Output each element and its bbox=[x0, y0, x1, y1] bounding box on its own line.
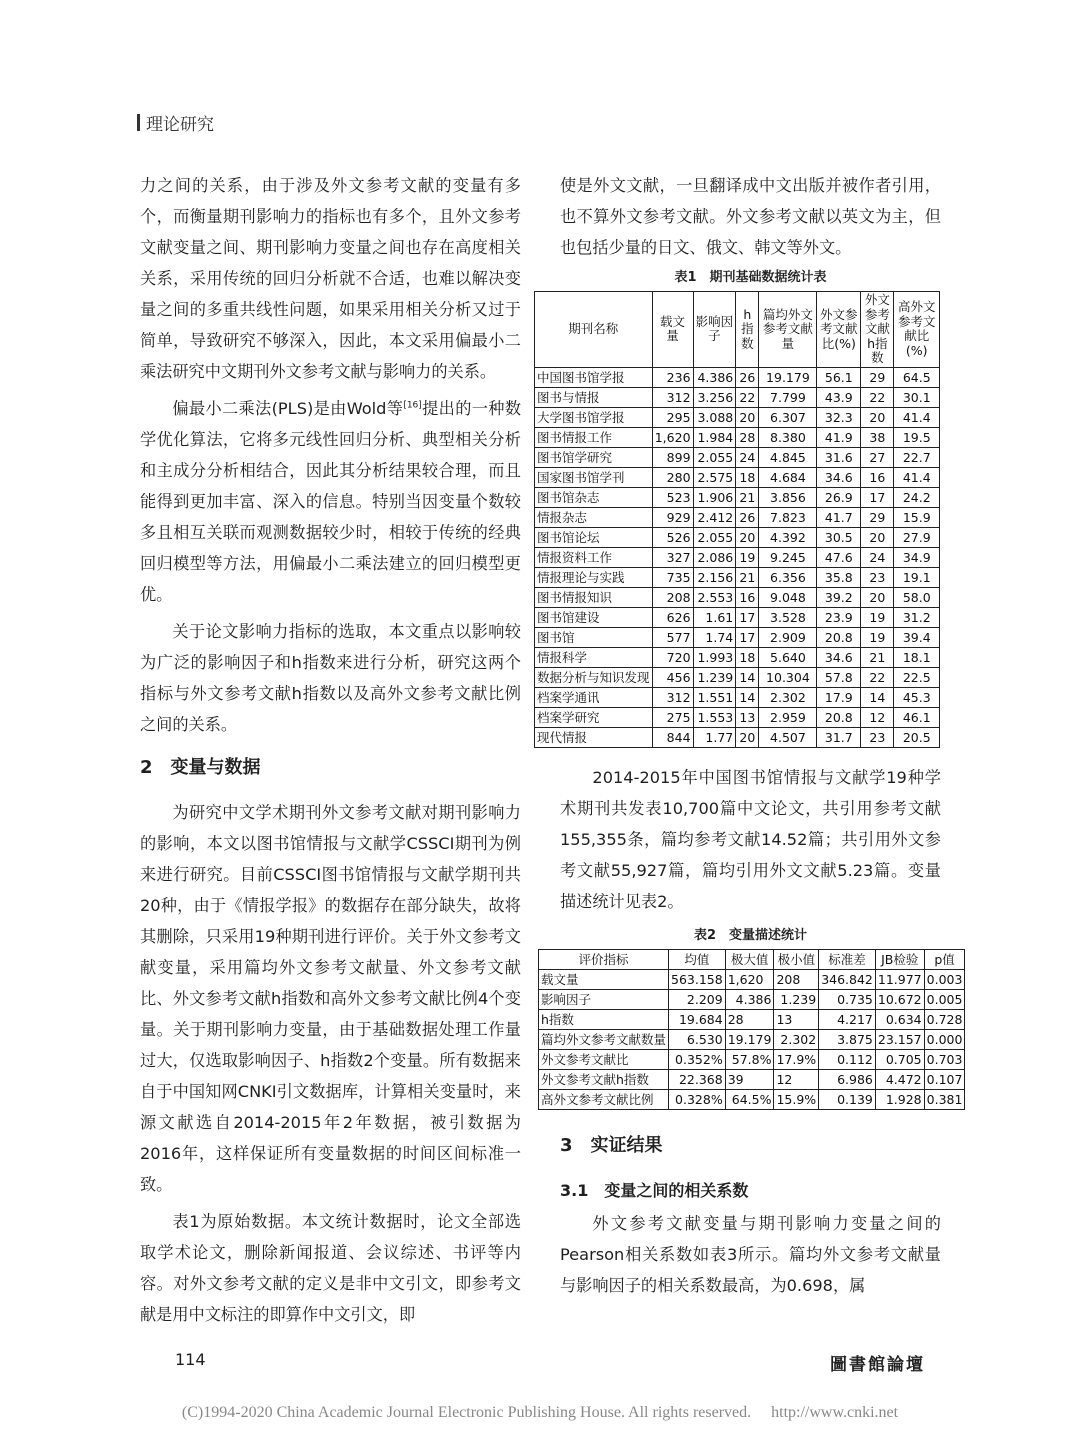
table-cell: 21 bbox=[736, 567, 759, 587]
table-cell: 41.4 bbox=[894, 467, 940, 487]
table-cell: 20.8 bbox=[817, 627, 861, 647]
row-label-cell: 档案学通讯 bbox=[535, 687, 653, 707]
table-cell: 41.4 bbox=[894, 407, 940, 427]
table-cell: 526 bbox=[652, 527, 693, 547]
table-row bbox=[539, 1089, 965, 1109]
table-cell: 563.158 bbox=[669, 969, 726, 989]
table-cell: 5.640 bbox=[759, 647, 817, 667]
table-row bbox=[539, 969, 965, 989]
table-cell: 2.055 bbox=[693, 527, 736, 547]
table-cell: 735 bbox=[652, 567, 693, 587]
table-cell: 1,620 bbox=[652, 427, 693, 447]
table-cell: 10.672 bbox=[875, 989, 924, 1009]
table-cell: 32.3 bbox=[817, 407, 861, 427]
row-label-cell: 数据分析与知识发现 bbox=[535, 667, 653, 687]
table-cell: 4.217 bbox=[819, 1009, 876, 1029]
table-cell: 26 bbox=[736, 367, 759, 387]
left-column bbox=[140, 170, 521, 1336]
table-cell: 2.302 bbox=[759, 687, 817, 707]
subsection-heading bbox=[560, 1175, 941, 1206]
table-row bbox=[539, 1029, 965, 1049]
table-cell: 34.6 bbox=[817, 467, 861, 487]
row-label-cell: 图书情报知识 bbox=[535, 587, 653, 607]
table-cell: 1.928 bbox=[875, 1089, 924, 1109]
row-label-cell: 篇均外文参考文献数量 bbox=[539, 1029, 669, 1049]
row-label-cell: 外文参考文献h指数 bbox=[539, 1069, 669, 1089]
table-row bbox=[539, 1009, 965, 1029]
table-cell: 19 bbox=[861, 607, 894, 627]
text-run: 提出的一种数学优化算法，它将多元线性回归分析、典型相关分析和主成分分析相结合，因此其分析结果较合理，而且能得到更加丰富、深入的信息。特别当因变量个数较多且相互关联而观测数据较少时，相较于传统的经典回归模型等方法，用偏最小二乘法建立的回归模型更优。 bbox=[140, 399, 522, 604]
table2 bbox=[538, 949, 965, 1110]
row-label-cell: 图书馆杂志 bbox=[535, 487, 653, 507]
table-cell: 1.239 bbox=[774, 989, 819, 1009]
table2-caption: 表2 变量描述统计 bbox=[693, 927, 808, 943]
table-cell: 22 bbox=[861, 387, 894, 407]
table-cell: 4.386 bbox=[725, 989, 774, 1009]
table-cell: 39.4 bbox=[894, 627, 940, 647]
running-header bbox=[137, 110, 214, 135]
table-cell: 57.8 bbox=[817, 667, 861, 687]
row-label-cell: 档案学研究 bbox=[535, 707, 653, 727]
table-cell: 12 bbox=[861, 707, 894, 727]
table-cell: 1.77 bbox=[693, 727, 736, 747]
table-cell: 17 bbox=[736, 607, 759, 627]
table-cell: 17 bbox=[861, 487, 894, 507]
table-cell: 327 bbox=[652, 547, 693, 567]
table-cell: 27.9 bbox=[894, 527, 940, 547]
table-cell: 20 bbox=[736, 727, 759, 747]
table-row bbox=[535, 547, 940, 567]
table-cell: 4.386 bbox=[693, 367, 736, 387]
copyright-footer bbox=[0, 1404, 1080, 1422]
table-cell: 19.5 bbox=[894, 427, 940, 447]
table-cell: 0.735 bbox=[819, 989, 876, 1009]
table-row bbox=[535, 427, 940, 447]
table-cell: 0.107 bbox=[924, 1069, 965, 1089]
table-cell: 208 bbox=[652, 587, 693, 607]
table-cell: 23.157 bbox=[875, 1029, 924, 1049]
table-row bbox=[539, 1069, 965, 1089]
row-label-cell: 高外文参考文献比例 bbox=[539, 1089, 669, 1109]
table-cell: 456 bbox=[652, 667, 693, 687]
journal-name: 圖書館論壇 bbox=[830, 1355, 925, 1375]
table-cell: 13 bbox=[736, 707, 759, 727]
text-run: 偏最小二乘法(PLS)是由Wold等 bbox=[172, 399, 404, 418]
table-row bbox=[535, 487, 940, 507]
table-cell: 1.906 bbox=[693, 487, 736, 507]
table-row bbox=[535, 527, 940, 547]
table-cell: 64.5 bbox=[894, 367, 940, 387]
column-header: 期刊名称 bbox=[535, 292, 653, 368]
table-cell: 56.1 bbox=[817, 367, 861, 387]
column-header: 影响因子 bbox=[693, 292, 736, 368]
table-cell: 20 bbox=[736, 527, 759, 547]
table-row bbox=[535, 447, 940, 467]
subsection-number: 3.1 bbox=[560, 1180, 589, 1200]
table-cell: 29 bbox=[861, 507, 894, 527]
table-cell: 18.1 bbox=[894, 647, 940, 667]
table-row bbox=[535, 707, 940, 727]
table-cell: 3.528 bbox=[759, 607, 817, 627]
table-row bbox=[535, 627, 940, 647]
table-cell: 1.239 bbox=[693, 667, 736, 687]
row-label-cell: 情报资料工作 bbox=[535, 547, 653, 567]
table-cell: 35.8 bbox=[817, 567, 861, 587]
row-label-cell: h指数 bbox=[539, 1009, 669, 1029]
table-cell: 0.003 bbox=[924, 969, 965, 989]
table-cell: 39 bbox=[725, 1069, 774, 1089]
table-cell: 7.799 bbox=[759, 387, 817, 407]
table-row bbox=[535, 727, 940, 747]
section-heading bbox=[560, 1130, 941, 1161]
column-header: 外文参考文献比(%) bbox=[817, 292, 861, 368]
table-cell: 929 bbox=[652, 507, 693, 527]
table-cell: 2.209 bbox=[669, 989, 726, 1009]
table-cell: 2.575 bbox=[693, 467, 736, 487]
row-label-cell: 大学图书馆学报 bbox=[535, 407, 653, 427]
table-cell: 626 bbox=[652, 607, 693, 627]
table-cell: 20 bbox=[861, 587, 894, 607]
table-cell: 31.6 bbox=[817, 447, 861, 467]
paragraph: 使是外文文献，一旦翻译成中文出版并被作者引用，也不算外文参考文献。外文参考文献以英文为主，但也包括少量的日文、俄文、韩文等外文。 bbox=[560, 176, 941, 257]
row-label-cell: 国家图书馆学刊 bbox=[535, 467, 653, 487]
table-cell: 0.705 bbox=[875, 1049, 924, 1069]
table-cell: 4.684 bbox=[759, 467, 817, 487]
table-header-row bbox=[535, 292, 940, 368]
table-cell: 17.9% bbox=[774, 1049, 819, 1069]
table-cell: 19 bbox=[861, 627, 894, 647]
table-cell: 0.381 bbox=[924, 1089, 965, 1109]
column-header: p值 bbox=[924, 949, 965, 969]
table-cell: 1.74 bbox=[693, 627, 736, 647]
table-cell: 29 bbox=[861, 367, 894, 387]
table1 bbox=[534, 291, 940, 748]
table-cell: 16 bbox=[736, 587, 759, 607]
table-cell: 46.1 bbox=[894, 707, 940, 727]
table-cell: 22 bbox=[861, 667, 894, 687]
column-header: 篇均外文参考文献量 bbox=[759, 292, 817, 368]
table-cell: 1.984 bbox=[693, 427, 736, 447]
table-cell: 0.005 bbox=[924, 989, 965, 1009]
row-label-cell: 外文参考文献比 bbox=[539, 1049, 669, 1069]
table-cell: 2.156 bbox=[693, 567, 736, 587]
table-cell: 1,620 bbox=[725, 969, 774, 989]
paragraph: 外文参考文献变量与期刊影响力变量之间的Pearson相关系数如表3所示。篇均外文参考文献量与影响因子的相关系数最高，为0.698，属 bbox=[560, 1213, 941, 1295]
table-cell: 6.530 bbox=[669, 1029, 726, 1049]
table-cell: 295 bbox=[652, 407, 693, 427]
table-cell: 2.959 bbox=[759, 707, 817, 727]
table-cell: 1.551 bbox=[693, 687, 736, 707]
table-cell: 236 bbox=[652, 367, 693, 387]
row-label-cell: 中国图书馆学报 bbox=[535, 367, 653, 387]
table-cell: 0.352% bbox=[669, 1049, 726, 1069]
table-cell: 1.61 bbox=[693, 607, 736, 627]
table-cell: 4.507 bbox=[759, 727, 817, 747]
table-row bbox=[539, 989, 965, 1009]
paragraph: 关于论文影响力指标的选取，本文重点以影响较为广泛的影响因子和h指数来进行分析，研究这两个指标与外文参考文献h指数以及高外文参考文献比例之间的关系。 bbox=[140, 622, 521, 734]
table-cell: 312 bbox=[652, 387, 693, 407]
table-cell: 19.179 bbox=[759, 367, 817, 387]
table-cell: 0.000 bbox=[924, 1029, 965, 1049]
right-column bbox=[537, 170, 963, 1307]
row-label-cell: 图书馆学研究 bbox=[535, 447, 653, 467]
citation-ref: [16] bbox=[403, 400, 422, 411]
table-cell: 1.553 bbox=[693, 707, 736, 727]
table-cell: 577 bbox=[652, 627, 693, 647]
table-cell: 14 bbox=[736, 667, 759, 687]
row-label-cell: 影响因子 bbox=[539, 989, 669, 1009]
table-cell: 58.0 bbox=[894, 587, 940, 607]
table-cell: 28 bbox=[736, 427, 759, 447]
table-cell: 899 bbox=[652, 447, 693, 467]
table-cell: 4.845 bbox=[759, 447, 817, 467]
column-header: 外文参考文献h指数 bbox=[861, 292, 894, 368]
paragraph: 表1为原始数据。本文统计数据时，论文全部选取学术论文，删除新闻报道、会议综述、书评等内容。对外文参考文献的定义是非中文引文，即参考文献是用中文标注的即算作中文引文，即 bbox=[140, 1212, 521, 1324]
row-label-cell: 图书与情报 bbox=[535, 387, 653, 407]
table-cell: 8.380 bbox=[759, 427, 817, 447]
table-cell: 2.412 bbox=[693, 507, 736, 527]
table-cell: 43.9 bbox=[817, 387, 861, 407]
row-label-cell: 图书馆论坛 bbox=[535, 527, 653, 547]
table1-caption: 表1 期刊基础数据统计表 bbox=[674, 270, 827, 285]
row-label-cell: 现代情报 bbox=[535, 727, 653, 747]
column-header: 极大值 bbox=[725, 949, 774, 969]
table-cell: 64.5% bbox=[725, 1089, 774, 1109]
table-row bbox=[535, 587, 940, 607]
row-label-cell: 图书馆 bbox=[535, 627, 653, 647]
copyright-text: (C)1994-2020 China Academic Journal Electronic Publishing House. All rights reserved. bbox=[181, 1404, 752, 1421]
table-cell: 24.2 bbox=[894, 487, 940, 507]
table-cell: 2.909 bbox=[759, 627, 817, 647]
table-cell: 11.977 bbox=[875, 969, 924, 989]
table-row bbox=[535, 407, 940, 427]
table-cell: 275 bbox=[652, 707, 693, 727]
table-row bbox=[535, 567, 940, 587]
section-number: 2 bbox=[140, 757, 153, 778]
table-cell: 13 bbox=[774, 1009, 819, 1029]
column-header: h指数 bbox=[736, 292, 759, 368]
table-cell: 18 bbox=[736, 647, 759, 667]
table-cell: 57.8% bbox=[725, 1049, 774, 1069]
table-cell: 18 bbox=[736, 467, 759, 487]
column-header: 高外文参考文献比(%) bbox=[894, 292, 940, 368]
table-cell: 3.875 bbox=[819, 1029, 876, 1049]
table-cell: 24 bbox=[861, 547, 894, 567]
row-label-cell: 情报杂志 bbox=[535, 507, 653, 527]
column-header: 极小值 bbox=[774, 949, 819, 969]
paragraph: 力之间的关系，由于涉及外文参考文献的变量有多个，而衡量期刊影响力的指标也有多个，且外文参考文献变量之间、期刊影响力变量之间也存在高度相关关系，采用传统的回归分析就不合适，也难以解决变量之间的多重共线性问题，如果采用相关分析又过于简单，导致研究不够深入，因此，本文采用偏最小二乘法研究中文期刊外文参考文献与影响力的关系。 bbox=[140, 176, 521, 381]
table-cell: 0.328% bbox=[669, 1089, 726, 1109]
table-cell: 21 bbox=[861, 647, 894, 667]
table-cell: 12 bbox=[774, 1069, 819, 1089]
row-label-cell: 图书情报工作 bbox=[535, 427, 653, 447]
row-label-cell: 载文量 bbox=[539, 969, 669, 989]
table-cell: 2.553 bbox=[693, 587, 736, 607]
section-title: 实证结果 bbox=[590, 1134, 663, 1156]
table-cell: 0.139 bbox=[819, 1089, 876, 1109]
table-row bbox=[535, 507, 940, 527]
table-cell: 19.1 bbox=[894, 567, 940, 587]
table-cell: 19.179 bbox=[725, 1029, 774, 1049]
table-cell: 346.842 bbox=[819, 969, 876, 989]
table-row bbox=[535, 467, 940, 487]
table-cell: 41.7 bbox=[817, 507, 861, 527]
table-cell: 20 bbox=[861, 407, 894, 427]
column-header: 均值 bbox=[669, 949, 726, 969]
subsection-title: 变量之间的相关系数 bbox=[604, 1180, 749, 1200]
table-cell: 34.6 bbox=[817, 647, 861, 667]
row-label-cell: 情报科学 bbox=[535, 647, 653, 667]
table-cell: 24 bbox=[736, 447, 759, 467]
table-cell: 19 bbox=[736, 547, 759, 567]
table-cell: 15.9 bbox=[894, 507, 940, 527]
table-cell: 41.9 bbox=[817, 427, 861, 447]
table-cell: 23.9 bbox=[817, 607, 861, 627]
column-header: 载文量 bbox=[652, 292, 693, 368]
table-cell: 22 bbox=[736, 387, 759, 407]
page-number: 114 bbox=[175, 1350, 206, 1369]
table-cell: 0.703 bbox=[924, 1049, 965, 1069]
table-cell: 10.304 bbox=[759, 667, 817, 687]
table-cell: 0.634 bbox=[875, 1009, 924, 1029]
table-row bbox=[535, 647, 940, 667]
table-cell: 23 bbox=[861, 567, 894, 587]
table-cell: 4.472 bbox=[875, 1069, 924, 1089]
table-cell: 14 bbox=[736, 687, 759, 707]
table-row bbox=[535, 367, 940, 387]
column-header: 标准差 bbox=[819, 949, 876, 969]
table-cell: 3.088 bbox=[693, 407, 736, 427]
table-cell: 38 bbox=[861, 427, 894, 447]
table-cell: 22.7 bbox=[894, 447, 940, 467]
table-cell: 30.5 bbox=[817, 527, 861, 547]
table-cell: 22.368 bbox=[669, 1069, 726, 1089]
column-header: 评价指标 bbox=[539, 949, 669, 969]
table-cell: 27 bbox=[861, 447, 894, 467]
section-number: 3 bbox=[560, 1134, 573, 1156]
table-cell: 19.684 bbox=[669, 1009, 726, 1029]
table-cell: 31.2 bbox=[894, 607, 940, 627]
table-row bbox=[535, 667, 940, 687]
table-cell: 9.048 bbox=[759, 587, 817, 607]
table-cell: 23 bbox=[861, 727, 894, 747]
table-cell: 20 bbox=[736, 407, 759, 427]
table-cell: 720 bbox=[652, 647, 693, 667]
paragraph bbox=[140, 393, 521, 610]
table-cell: 30.1 bbox=[894, 387, 940, 407]
table-cell: 16 bbox=[861, 467, 894, 487]
table-cell: 6.307 bbox=[759, 407, 817, 427]
table-cell: 1.993 bbox=[693, 647, 736, 667]
table-cell: 15.9% bbox=[774, 1089, 819, 1109]
table-cell: 9.245 bbox=[759, 547, 817, 567]
section-label: 理论研究 bbox=[146, 115, 214, 135]
table-cell: 34.9 bbox=[894, 547, 940, 567]
table-cell: 6.356 bbox=[759, 567, 817, 587]
row-label-cell: 情报理论与实践 bbox=[535, 567, 653, 587]
section-title: 变量与数据 bbox=[170, 757, 261, 778]
table-row bbox=[535, 387, 940, 407]
header-bar bbox=[137, 114, 140, 131]
table-cell: 0.112 bbox=[819, 1049, 876, 1069]
table-cell: 26 bbox=[736, 507, 759, 527]
table-row bbox=[535, 607, 940, 627]
paragraph: 为研究中文学术期刊外文参考文献对期刊影响力的影响，本文以图书馆情报与文献学CSSCI期刊为例来进行研究。目前CSSCI图书馆情报与文献学期刊共20种，由于《情报学报》的数据存在部分缺失，故将其删除，只采用19种期刊进行评价。关于外文参考文献变量，采用篇均外文参考文献量、外文参考文献比、外文参考文献h指数和高外文参考文献比例4个变量。关于期刊影响力变量，由于基础数据处理工作量过大，仅选取影响因子、h指数2个变量。所有数据来自于中国知网CNKI引文数据库，计算相关变量时，来源文献选自2014-2015年2年数据，被引数据为2016年，这样保证所有变量数据的时间区间标准一致。 bbox=[140, 803, 521, 1194]
table-cell: 26.9 bbox=[817, 487, 861, 507]
table-cell: 3.856 bbox=[759, 487, 817, 507]
table-cell: 20 bbox=[861, 527, 894, 547]
table-cell: 17 bbox=[736, 627, 759, 647]
table-row bbox=[539, 1049, 965, 1069]
table-cell: 45.3 bbox=[894, 687, 940, 707]
table-cell: 312 bbox=[652, 687, 693, 707]
table-cell: 6.986 bbox=[819, 1069, 876, 1089]
table-cell: 31.7 bbox=[817, 727, 861, 747]
table-cell: 2.086 bbox=[693, 547, 736, 567]
table-cell: 14 bbox=[861, 687, 894, 707]
table-cell: 39.2 bbox=[817, 587, 861, 607]
section-heading bbox=[140, 752, 521, 783]
table-cell: 21 bbox=[736, 487, 759, 507]
table-cell: 20.5 bbox=[894, 727, 940, 747]
table-header-row bbox=[539, 949, 965, 969]
table-cell: 208 bbox=[774, 969, 819, 989]
table-cell: 4.392 bbox=[759, 527, 817, 547]
table-cell: 22.5 bbox=[894, 667, 940, 687]
row-label-cell: 图书馆建设 bbox=[535, 607, 653, 627]
table-cell: 280 bbox=[652, 467, 693, 487]
table-cell: 0.728 bbox=[924, 1009, 965, 1029]
table-cell: 523 bbox=[652, 487, 693, 507]
table-cell: 2.302 bbox=[774, 1029, 819, 1049]
cnki-link[interactable]: http://www.cnki.net bbox=[771, 1404, 899, 1421]
table-cell: 7.823 bbox=[759, 507, 817, 527]
table-row bbox=[535, 687, 940, 707]
paragraph: 2014-2015年中国图书馆情报与文献学19种学术期刊共发表10,700篇中文论文，共引用参考文献155,355条，篇均参考文献14.52篇；共引用外文参考文献55,927篇，篇均引用外文文献5.23篇。变量描述统计见表2。 bbox=[560, 767, 941, 911]
table-cell: 17.9 bbox=[817, 687, 861, 707]
table-cell: 844 bbox=[652, 727, 693, 747]
table-cell: 47.6 bbox=[817, 547, 861, 567]
table-cell: 2.055 bbox=[693, 447, 736, 467]
table-cell: 28 bbox=[725, 1009, 774, 1029]
column-header: JB检验 bbox=[875, 949, 924, 969]
table-cell: 20.8 bbox=[817, 707, 861, 727]
table-cell: 3.256 bbox=[693, 387, 736, 407]
